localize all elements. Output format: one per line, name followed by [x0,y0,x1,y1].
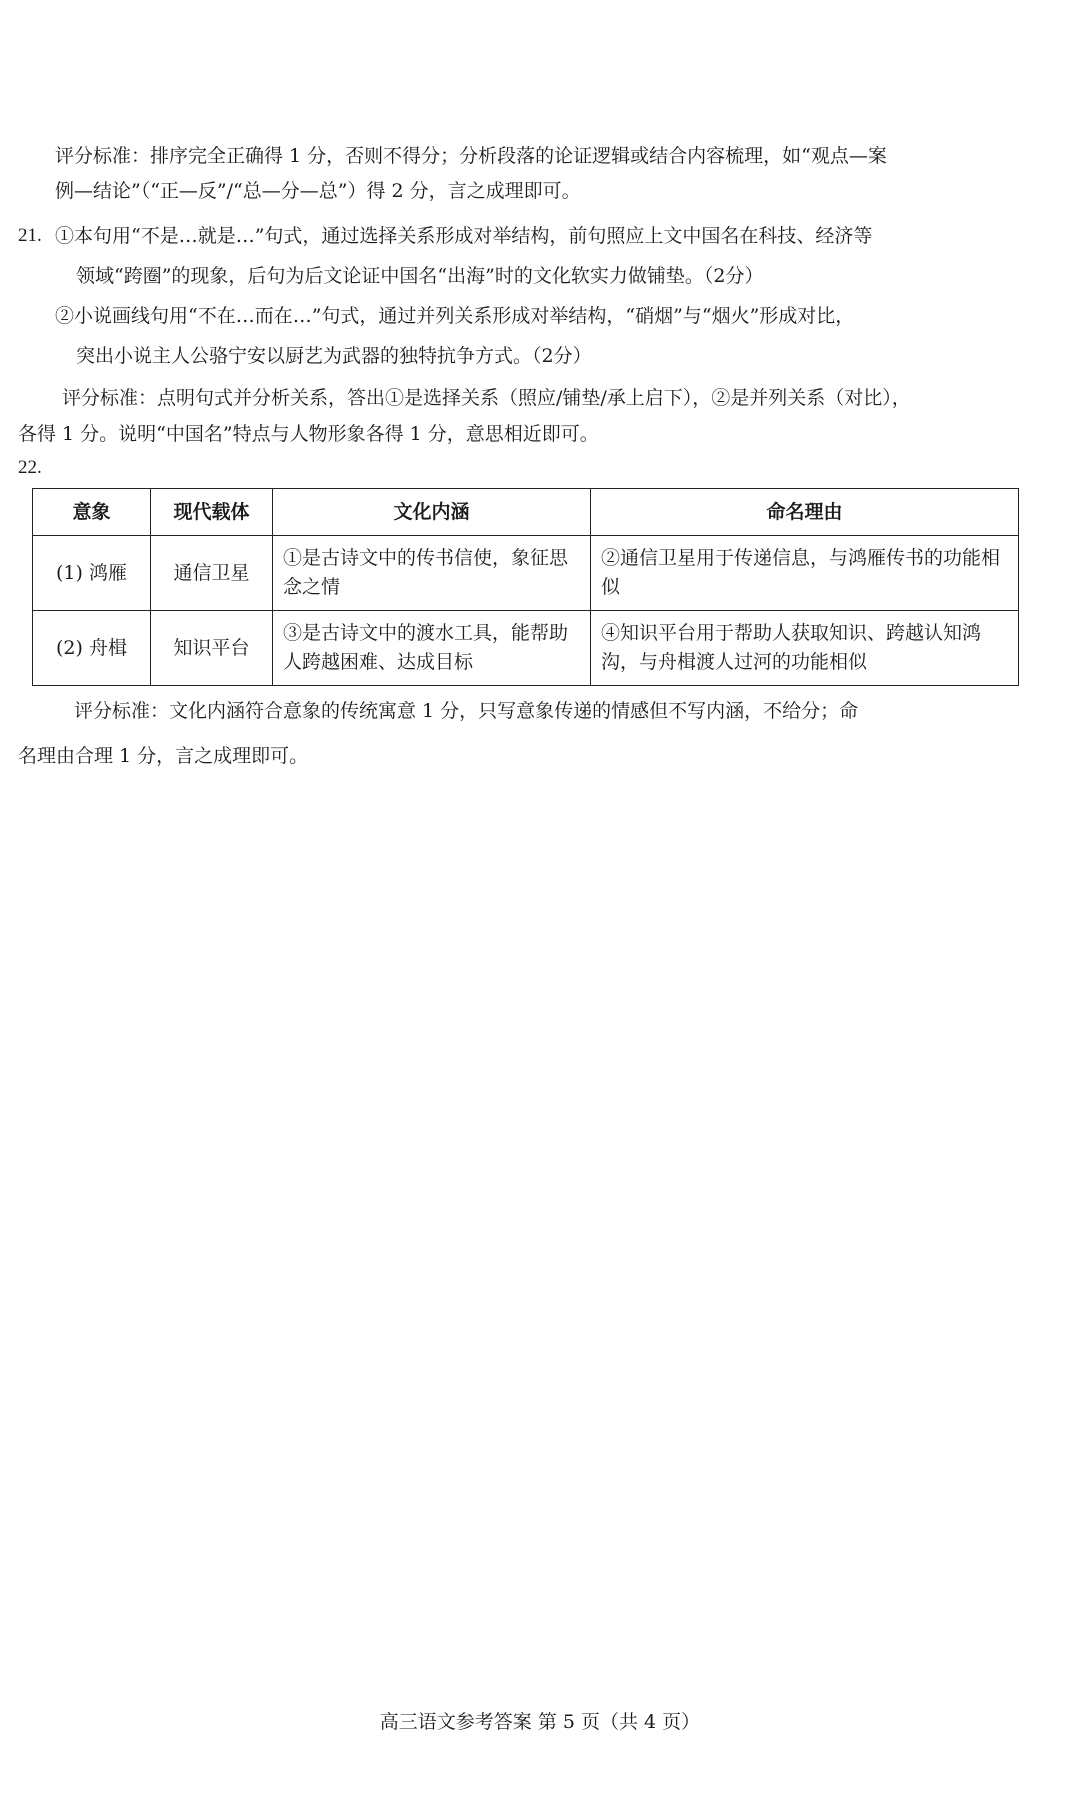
q22-criteria-line2: 名理由合理 1 分，言之成理即可。 [18,745,309,767]
header-meaning: 文化内涵 [273,489,591,536]
cell-meaning: ③是古诗文中的渡水工具，能帮助人跨越困难、达成目标 [273,611,591,686]
table-header-row [33,489,1019,536]
q21-part2-line2: 突出小说主人公骆宁安以厨艺为武器的独特抗争方式。（2分） [76,345,592,367]
page-footer: 高三语文参考答案 第 5 页（共 4 页） [379,1711,701,1733]
q21-criteria-line1: 评分标准：点明句式并分析关系，答出①是选择关系（照应/铺垫/承上启下），②是并列关系（对比）， [62,387,911,409]
q20-criteria-line2: 例—结论”（“正—反”/“总—分—总”）得 2 分，言之成理即可。 [55,180,581,202]
cell-imagery: (2) 舟楫 [33,611,151,686]
q21-criteria-line2: 各得 1 分。说明“中国名”特点与人物形象各得 1 分，意思相近即可。 [18,423,599,445]
cell-reason: ②通信卫星用于传递信息，与鸿雁传书的功能相似 [591,536,1019,611]
table-row [33,536,1019,611]
header-reason: 命名理由 [591,489,1019,536]
q21-part1-line1: ①本句用“不是…就是…”句式，通过选择关系形成对举结构，前句照应上文中国名在科技、经济等 [55,225,873,247]
header-carrier: 现代载体 [151,489,273,536]
q22-number: 22. [18,457,42,478]
q22-criteria-line1: 评分标准：文化内涵符合意象的传统寓意 1 分，只写意象传递的情感但不写内涵，不给分；命 [74,700,859,722]
header-imagery: 意象 [33,489,151,536]
q21-number: 21. [18,225,42,246]
cell-meaning: ①是古诗文中的传书信使，象征思念之情 [273,536,591,611]
cell-imagery: (1) 鸿雁 [33,536,151,611]
cell-carrier: 知识平台 [151,611,273,686]
q21-part2-line1: ②小说画线句用“不在…而在…”句式，通过并列关系形成对举结构，“硝烟”与“烟火”形成对比， [55,305,855,327]
q22-answer-table [32,488,1019,686]
q21-part1-line2: 领域“跨圈”的现象，后句为后文论证中国名“出海”时的文化软实力做铺垫。（2分） [76,265,764,287]
table-row [33,611,1019,686]
q20-criteria-line1: 评分标准：排序完全正确得 1 分，否则不得分；分析段落的论证逻辑或结合内容梳理，如“观点—案 [55,145,887,167]
cell-carrier: 通信卫星 [151,536,273,611]
cell-reason: ④知识平台用于帮助人获取知识、跨越认知鸿沟，与舟楫渡人过河的功能相似 [591,611,1019,686]
